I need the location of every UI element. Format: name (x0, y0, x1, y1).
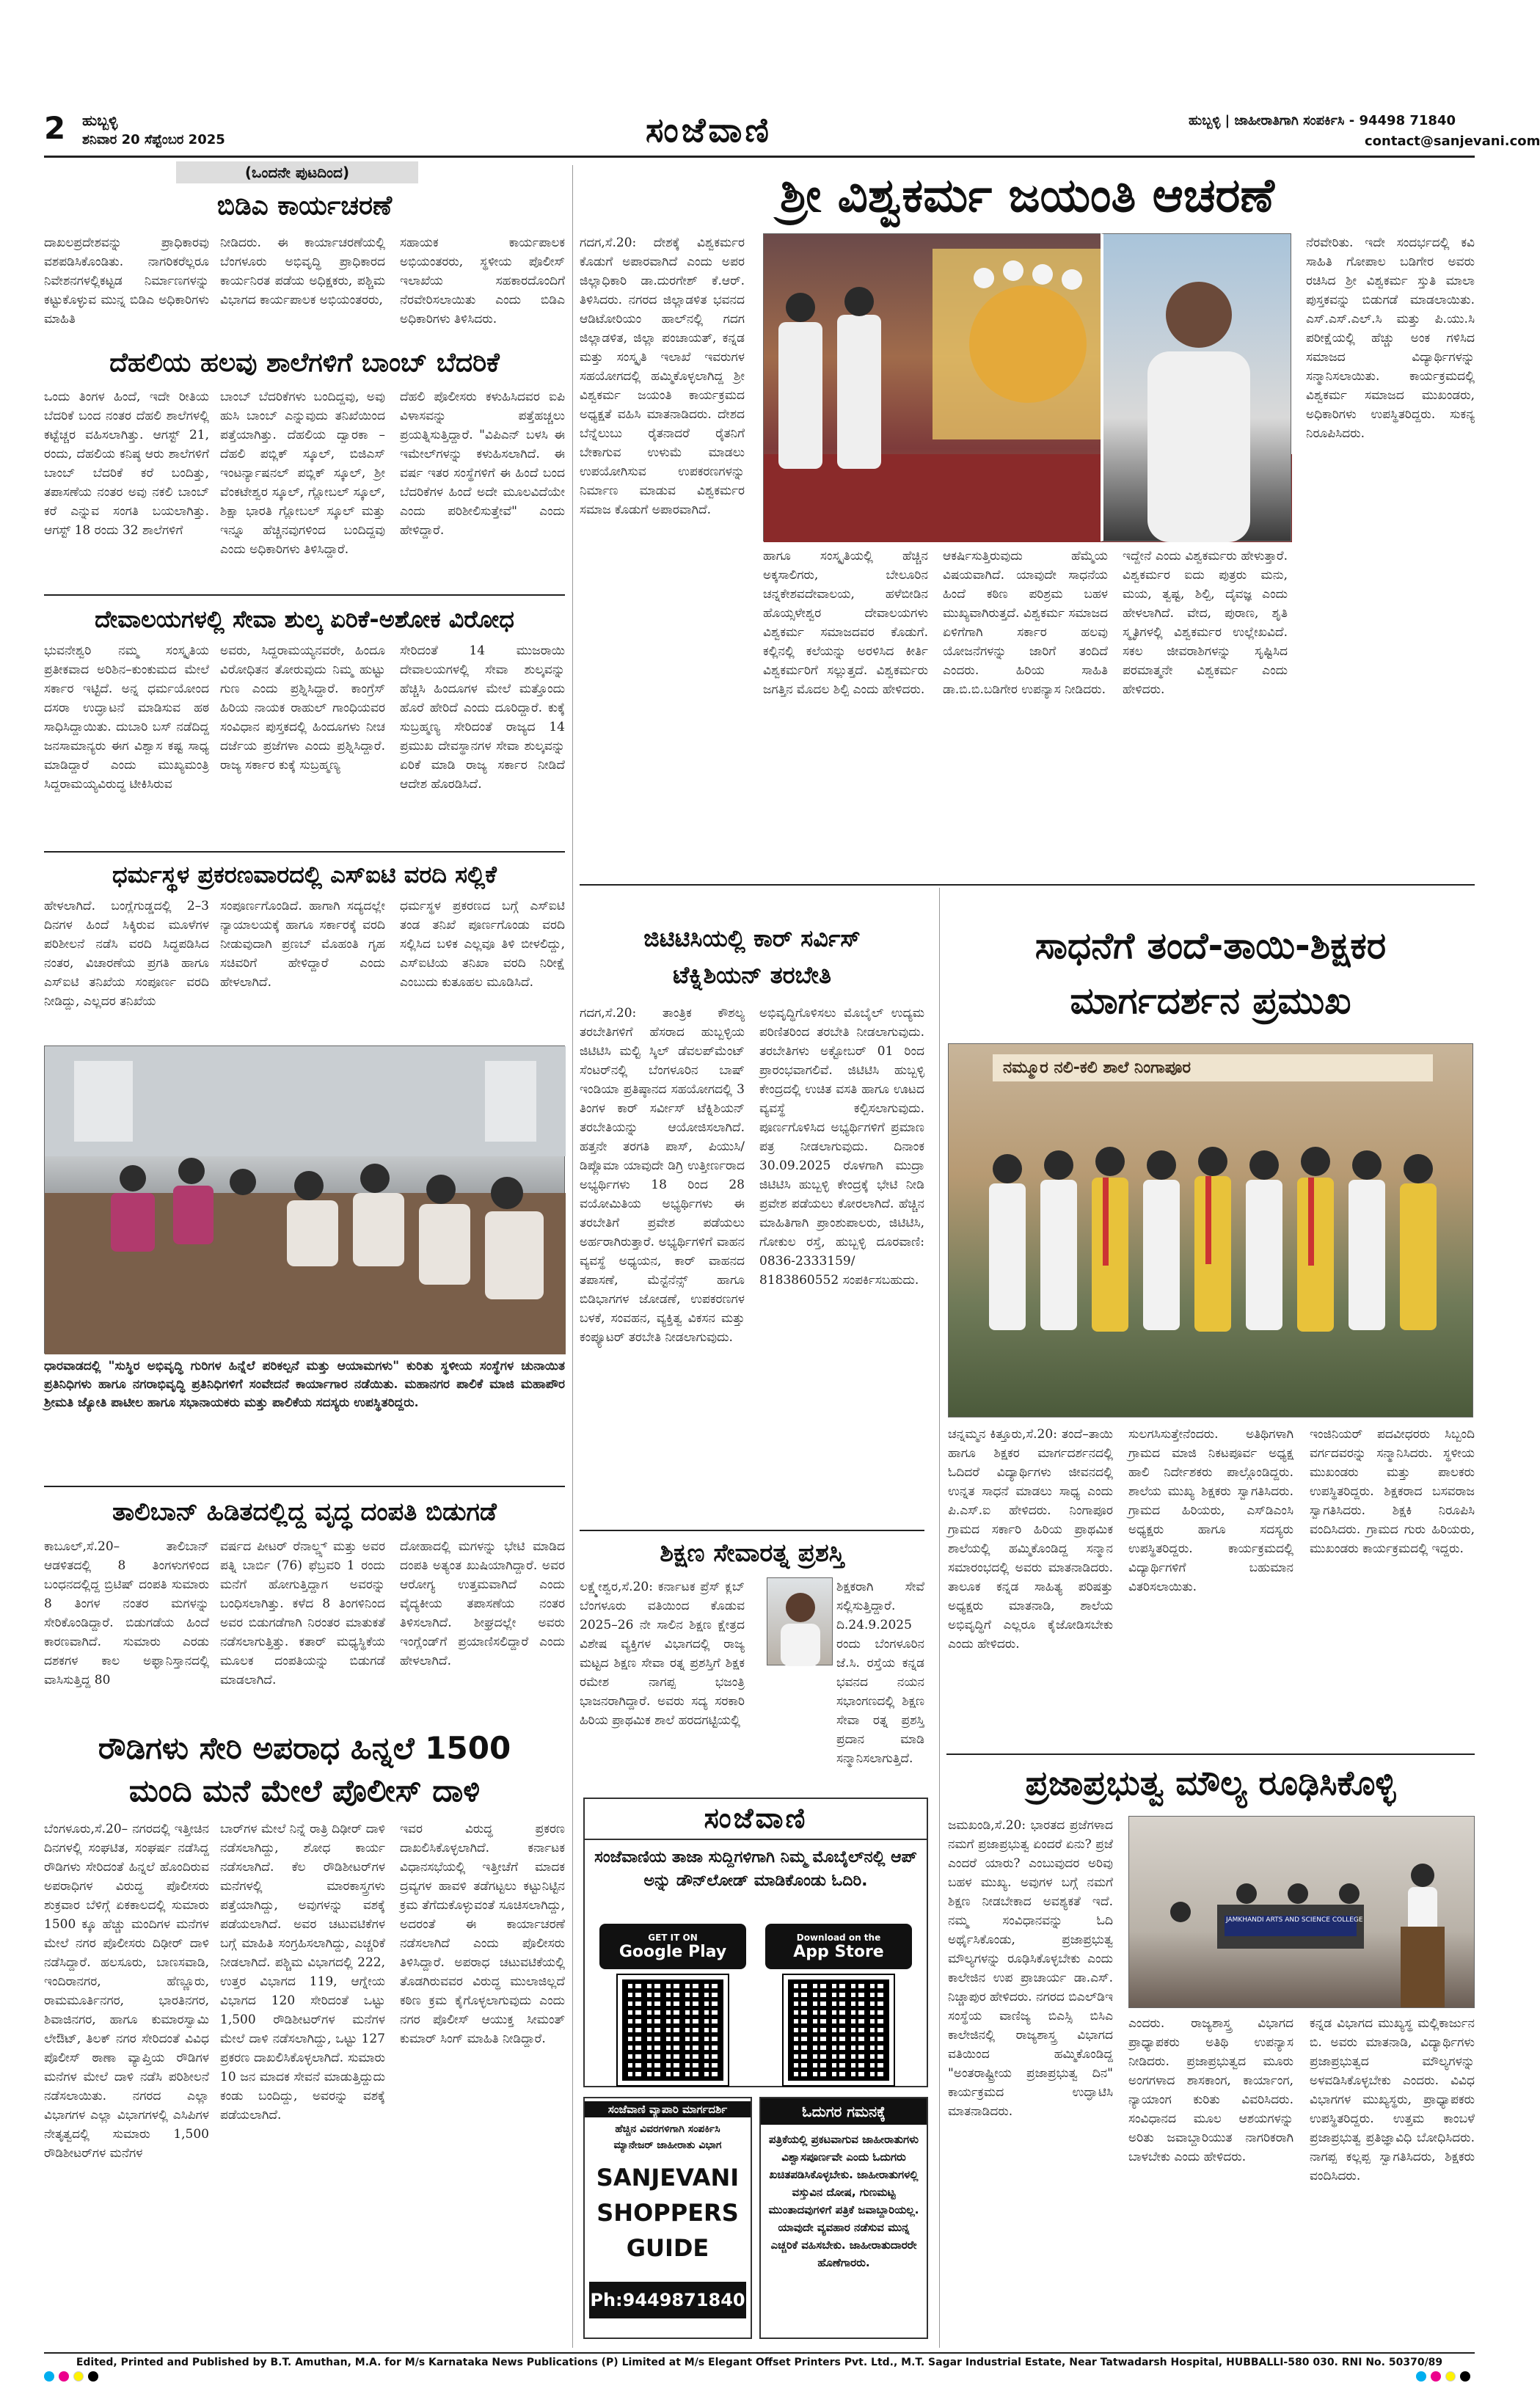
jtt-headline-1: ಜಿಟಿಟಿಸಿಯಲ್ಲಿ ಕಾರ್ ಸರ್ವಿಸ್ (643, 924, 861, 952)
dharmasthala-col-1: ಹೇಳಲಾಗಿದೆ. ಬಂಗ್ಲೆಗುಡ್ಡದಲ್ಲಿ 2–3 ದಿನಗಳ ಹಿಂದೆ ಸಿಕ್ಕಿರುವ ಮೂಳೆಗಳ ಪರಿಶೀಲನೆ ನಡೆಸಿ ವರದಿ ಸಿದ್ಧಪಡಿಸಿದ ನಂತರ, ವಿಚಾರಣೆಯ ಪ್ರಗತಿ ಹಾಗೂ ಎಸ್‌ಐಟಿ ತನಿಖೆಯ ಸಂಪೂರ್ಣ ವರದಿ ನೀಡಿದ್ದು, ಎಲ್ಲದರ ತನಿಖೆಯ (44, 899, 209, 1009)
registration-dot-cyan (1416, 2371, 1426, 2382)
app-ad-logo: ಸಂಜೆವಾಣಿ (704, 1802, 808, 1834)
meeting-photo-art (45, 1046, 566, 1354)
award-col-2: ಶಿಕ್ಷಕರಾಗಿ ಸೇವೆ ಸಲ್ಲಿಸುತ್ತಿದ್ದಾರೆ. ದಿ.24.9.2025 ರಂದು ಬೆಂಗಳೂರಿನ ಜೆ.ಸಿ. ರಸ್ತೆಯ ಕನ್ನಡ ಭವನದ ನಯನ ಸಭಾಂಗಣದಲ್ಲಿ ಶಿಕ್ಷಣ ಸೇವಾ ರತ್ನ ಪ್ರಶಸ್ತಿ ಪ್ರದಾನ ಮಾಡಿ ಸನ್ಮಾನಿಸಲಾಗುತ್ತಿದೆ. (836, 1580, 924, 1766)
bomb-col-1: ಒಂದು ತಿಂಗಳ ಹಿಂದೆ, ಇದೇ ರೀತಿಯ ಬೆದರಿಕೆ ಬಂದ ನಂತರ ದೆಹಲಿ ಶಾಲೆಗಳಲ್ಲಿ ಕಟ್ಟೆಚ್ಚರ ವಹಿಸಲಾಗಿತ್ತು. ಆಗಸ್ಟ್ 21, ರಂದು, ದೆಹಲಿಯ ಕನಿಷ್ಠ ಆರು ಶಾಲೆಗಳಿಗೆ ಬಾಂಬ್ ಬೆದರಿಕೆ ಕರೆ ಬಂದಿತ್ತು, ತಪಾಸಣೆಯ ನಂತರ ಅವು ನಕಲಿ ಬಾಂಬ್ ಕರೆ ಎನ್ನುವ ಸಂಗತಿ ಬಯಲಾಗಿತ್ತು. ಆಗಸ್ಟ್ 18 ರಂದು 32 ಶಾಲೆಗಳಿಗೆ (44, 390, 209, 538)
divider (946, 1754, 1475, 1755)
temple-col-2: ಅವರು, ಸಿದ್ದರಾಮಯ್ಯನವರೇ, ಹಿಂದೂ ವಿರೋಧಿತನ ತೋರುವುದು ನಿಮ್ಮ ಹುಟ್ಟು ಗುಣ ಎಂದು ಪ್ರಶ್ನಿಸಿದ್ದಾರೆ. ಕಾಂಗ್ರೆಸ್ ಹಿರಿಯ ನಾಯಕ ರಾಹುಲ್ ಗಾಂಧಿಯವರ ಸಂವಿಧಾನ ಪುಸ್ತಕದಲ್ಲಿ ಹಿಂದೂಗಳು ನೀಚ ದರ್ಜೆಯ ಪ್ರಜೆಗಳಾ ಎಂದು ಪ್ರಶ್ನಿಸಿದ್ದಾರೆ. ರಾಜ್ಯ ಸರ್ಕಾರ ಕುಕ್ಕೆ ಸುಬ್ರಹ್ಮಣ್ಯ (220, 643, 385, 773)
parents-headline-2: ಮಾರ್ಗದರ್ಶನ ಪ್ರಮುಖ (1070, 979, 1351, 1022)
divider (44, 851, 565, 853)
dharmasthala-col-3: ಧರ್ಮಸ್ಥಳ ಪ್ರಕರಣದ ಬಗ್ಗೆ ಎಸ್‌ಐಟಿ ತಂಡ ತನಿಖೆ ಪೂರ್ಣಗೊಂಡು ವರದಿ ಸಲ್ಲಿಸಿದ ಬಳಿಕ ಎಲ್ಲವೂ ತಿಳಿ ಬೀಳಲಿದ್ದು, ಎಸ್‌ಐಟಿಯ ತನಿಖಾ ವರದಿ ನಿರೀಕ್ಷೆ ಎಂಬುದು ಕುತೂಹಲ ಮೂಡಿಸಿದೆ. (400, 899, 565, 990)
police-col-1: ಬೆಂಗಳೂರು,ಸೆ.20– ನಗರದಲ್ಲಿ ಇತ್ತೀಚಿನ ದಿನಗಳಲ್ಲಿ ಸಂಘಟಿತ, ಸಂಘರ್ಷ ನಡೆಸಿದ್ದ ರೌಡಿಗಳು ಸೇರಿದಂತೆ ಹಿನ್ನಲೆ ಹೊಂದಿರುವ ಅಪರಾಧಿಗಳ ವಿರುದ್ಧ ಪೊಲೀಸರು ಶುಕ್ರವಾರ ಬೆಳಿಗ್ಗೆ ಏಕಕಾಲದಲ್ಲಿ ಸುಮಾರು 1500 ಕ್ಕೂ ಹೆಚ್ಚು ಮಂದಿಗಳ ಮನೆಗಳ ಮೇಲೆ ನಗರ ಪೊಲೀಸರು ದಿಢೀರ್ ದಾಳಿ ನಡೆಸಿದ್ದಾರೆ. ಹಲಸೂರು, ಬಾಣಸವಾಡಿ, ಇಂದಿರಾನಗರ, ಹೆಣ್ಣೂರು, ರಾಮಮೂರ್ತಿನಗರ, ಭಾರತಿನಗರ, ಶಿವಾಜಿನಗರ, ಹಾಗೂ ಕುಮಾರಸ್ವಾಮಿ ಲೇಔಟ್, ತಿಲಕ್ ನಗರ ಸೇರಿದಂತೆ ವಿವಿಧ ಪೊಲೀಸ್ ಠಾಣಾ ವ್ಯಾಪ್ತಿಯ ರೌಡಿಗಳ ಮನೆಗಳ ಮೇಲೆ ದಾಳಿ ನಡೆಸಿ ಪರಿಶೀಲನೆ ನಡೆಸಲಾಯಿತು. ನಗರದ ಎಲ್ಲಾ ವಿಭಾಗಗಳ ಎಲ್ಲಾ ವಿಭಾಗಗಳಲ್ಲಿ ಎಸಿಪಿಗಳ ನೇತೃತ್ವದಲ್ಲಿ ಸುಮಾರು 1,500 ರೌಡಿಶೀಟರ್‌ಗಳ ಮನೆಗಳ (44, 1822, 209, 2161)
header-date: ಶನಿವಾರ 20 ಸೆಪ್ಟೆಂಬರ 2025 (82, 132, 225, 147)
bomb-col-2: ಬಾಂಬ್ ಬೆದರಿಕೆಗಳು ಬಂದಿದ್ದವು, ಅವು ಹುಸಿ ಬಾಂಬ್ ಎನ್ನುವುದು ತನಿಖೆಯಿಂದ ಪತ್ತೆಯಾಗಿತ್ತು. ದೆಹಲಿಯ ದ್ವಾರಕಾ – ದೆಹಲಿ ಪಬ್ಲಿಕ್ ಸ್ಕೂಲ್, ಬಿಜಿಎಸ್ ಇಂಟರ್ನ್ಯಾಷನಲ್ ಪಬ್ಲಿಕ್ ಸ್ಕೂಲ್, ಶ್ರೀ ವೆಂಕಟೇಶ್ವರ ಸ್ಕೂಲ್, ಗ್ಲೋಬಲ್ ಸ್ಕೂಲ್, ಶಿಕ್ಷಾ ಭಾರತಿ ಗ್ಲೋಬಲ್ ಸ್ಕೂಲ್ ಮತ್ತು ಇನ್ನೂ ಹೆಚ್ಚಿನವುಗಳಿಂದ ಬಂದಿದ್ದವು ಎಂದು ಅಧಿಕಾರಿಗಳು ತಿಳಿಸಿದ್ದಾರೆ. (220, 390, 385, 557)
school-banner: ನಮ್ಮೂರ ನಲಿ-ಕಲಿ ಶಾಲೆ ನಿಂಗಾಪೂರ (993, 1054, 1433, 1081)
bda-col-3: ಸಹಾಯಕ ಕಾರ್ಯಪಾಲಕ ಅಭಿಯಂತರರು, ಸ್ಥಳೀಯ ಪೊಲೀಸ್ ಇಲಾಖೆಯ ಸಹಕಾರದೊಂದಿಗೆ ನೆರವೇರಿಸಲಾಯಿತು ಎಂದು ಬಿಡಿಎ ಅಧಿಕಾರಿಗಳು ತಿಳಿಸಿದರು. (400, 236, 565, 326)
column-rule (572, 165, 573, 2348)
masthead: ಸಂಜೆವಾಣಿ (646, 110, 772, 150)
vishwakarma-col-3: ಆಕರ್ಷಿಸುತ್ತಿರುವುದು ಹೆಮ್ಮೆಯ ವಿಷಯವಾಗಿದೆ. ಯಾವುದೇ ಸಾಧನೆಯ ಹಿಂದೆ ಕಠಿಣ ಪರಿಶ್ರಮ ಬಹಳ ಮುಖ್ಯವಾಗಿರುತ್ತದೆ. ವಿಶ್ವಕರ್ಮ ಸಮಾಜದ ಏಳಿಗೆಗಾಗಿ ಸರ್ಕಾರ ಹಲವು ಯೋಜನೆಗಳನ್ನು ಜಾರಿಗೆ ತಂದಿದೆ ಎಂದರು. ಹಿರಿಯ ಸಾಹಿತಿ ಡಾ.ಬಿ.ಬಿ.ಬಡಿಗೇರ ಉಪನ್ಯಾಸ ನೀಡಿದರು. (943, 549, 1108, 697)
vishwakarma-col-4: ಇದ್ದೇನೆ ಎಂದು ವಿಶ್ವಕರ್ಮರು ಹೇಳುತ್ತಾರೆ. ವಿಶ್ವಕರ್ಮರ ಐದು ಪುತ್ರರು ಮನು, ಮಯ, ತ್ವಷ್ಟ, ಶಿಲ್ಪಿ, ದೈವಜ್ಞ ಎಂದು ಹೇಳಲಾಗಿದೆ. ವೇದ, ಪುರಾಣ, ಶೃತಿ ಸ್ಮೃತಿಗಳಲ್ಲಿ ವಿಶ್ವಕರ್ಮರ ಉಲ್ಲೇಖವಿದೆ. ಸಕಲ ಜೀವರಾಶಿಗಳನ್ನು ಸೃಷ್ಟಿಸಿದ ಪರಮಾತ್ಮನೇ ವಿಶ್ವಕರ್ಮ ಎಂದು ಹೇಳಿದರು. (1123, 549, 1288, 697)
contact-email: contact@sanjevani.com (1365, 134, 1540, 149)
bomb-col-3: ದೆಹಲಿ ಪೊಲೀಸರು ಕಳುಹಿಸಿದವರ ಐಪಿ ವಿಳಾಸವನ್ನು ಪತ್ತೆಹಚ್ಚಲು ಪ್ರಯತ್ನಿಸುತ್ತಿದ್ದಾರೆ. "ವಿಪಿಎನ್ ಬಳಸಿ ಈ ಇಮೇಲ್‌ಗಳನ್ನು ಕಳುಹಿಸಲಾಗಿದೆ. ಈ ವರ್ಷ ಇತರ ಸಂಸ್ಥೆಗಳಿಗೆ ಈ ಹಿಂದೆ ಬಂದ ಬೆದರಿಕೆಗಳ ಹಿಂದೆ ಅದೇ ಮೂಲವಿದೆಯೇ ಎಂದು ಪರಿಶೀಲಿಸುತ್ತೇವೆ" ಎಂದು ಹೇಳಿದ್ದಾರೆ. (400, 390, 565, 538)
app-store-label: App Store (793, 1942, 884, 1961)
vishwakarma-col-5: ನೆರವೇರಿತು. ಇದೇ ಸಂದರ್ಭದಲ್ಲಿ ಕವಿ ಸಾಹಿತಿ ಗೋಪಾಲ ಬಡಿಗೇರ ಅವರು ರಚಿಸಿದ ಶ್ರೀ ವಿಶ್ವಕರ್ಮ ಸ್ತುತಿ ಮಾಲಾ ಪುಸ್ತಕವನ್ನು ಬಿಡುಗಡೆ ಮಾಡಲಾಯಿತು. ಎಸ್.ಎಸ್.ಎಲ್.ಸಿ ಮತ್ತು ಪಿ.ಯು.ಸಿ ಪರೀಕ್ಷೆಯಲ್ಲಿ ಹೆಚ್ಚು ಅಂಕ ಗಳಿಸಿದ ಸಮಾಜದ ವಿದ್ಯಾರ್ಥಿಗಳನ್ನು ಸನ್ಮಾನಿಸಲಾಯಿತು. ಕಾರ್ಯಕ್ರಮದಲ್ಲಿ ವಿಶ್ವಕರ್ಮ ಸಮಾಜದ ಮುಖಂಡರು, ಅಧಿಕಾರಿಗಳು ಉಪಸ್ಥಿತರಿದ್ದರು. ಸುಕನ್ಯ ನಿರೂಪಿಸಿದರು. (1306, 236, 1475, 441)
dharmasthala-headline: ಧರ್ಮಸ್ಥಳ ಪ್ರಕರಣವಾರದಲ್ಲಿ ಎಸ್‌ಐಟಿ ವರದಿ ಸಲ್ಲಿಕೆ (112, 861, 497, 888)
vishwakarma-portrait (1101, 233, 1291, 541)
temple-col-1: ಭುವನೇಶ್ವರಿ ನಮ್ಮ ಸಂಸ್ಕೃತಿಯ ಪ್ರತೀಕವಾದ ಅರಿಶಿನ–ಕುಂಕುಮದ ಮೇಲೆ ಸರ್ಕಾರ ಇಟ್ಟಿದೆ. ಅನ್ನ ಧರ್ಮಯೋಂದ ದಸರಾ ಉದ್ಘಾಟನೆ ಮಾಡಿಸುವ ಹಠ ಸಾಧಿಸಿದ್ದಾಯಿತು. ದುಬಾರಿ ಬಸ್ ನಡೆದಿದ್ದ ಜನಸಾಮಾನ್ಯರು ಈಗ ವಿಶ್ವಾಸ ಕಷ್ಟ ಸಾಧ್ಯ ಮಾಡಿದ್ದಾರೆ ಎಂದು ಮುಖ್ಯಮಂತ್ರಿ ಸಿದ್ದರಾಮಯ್ಯವಿರುದ್ಧ ಟೀಕಿಸಿರುವ (44, 643, 209, 792)
school-photo-art (949, 1044, 1474, 1418)
app-ad-logo-band (585, 1799, 927, 1840)
taliban-col-3: ದೋಹಾದಲ್ಲಿ ಮಗಳನ್ನು ಭೇಟಿ ಮಾಡಿದ ದಂಪತಿ ಅತ್ಯಂತ ಖುಷಿಯಾಗಿದ್ದಾರೆ. ಅವರ ಆರೋಗ್ಯ ಉತ್ತಮವಾಗಿದೆ ಎಂದು ವೈದ್ಯಕೀಯ ತಪಾಸಣೆಯ ನಂತರ ತಿಳಿಸಲಾಗಿದೆ. ಶೀಘ್ರದಲ್ಲೇ ಅವರು ಇಂಗ್ಲೆಂಡ್‌ಗೆ ಪ್ರಯಾಣಿಸಲಿದ್ದಾರೆ ಎಂದು ಹೇಳಲಾಗಿದೆ. (400, 1539, 565, 1668)
vishwakarma-col-1: ಗದಗ,ಸೆ.20: ದೇಶಕ್ಕೆ ವಿಶ್ವಕರ್ಮರ ಕೊಡುಗೆ ಅಪಾರವಾಗಿದೆ ಎಂದು ಅಪರ ಜಿಲ್ಲಾಧಿಕಾರಿ ಡಾ.ದುರಗೇಶ್ ಕೆ.ಆರ್. ತಿಳಿಸಿದರು. ನಗರದ ಜಿಲ್ಲಾಡಳಿತ ಭವನದ ಆಡಿಟೋರಿಯಂ ಹಾಲ್‌ನಲ್ಲಿ ಗದಗ ಜಿಲ್ಲಾಡಳಿತ, ಜಿಲ್ಲಾ ಪಂಚಾಯತ್, ಕನ್ನಡ ಮತ್ತು ಸಂಸ್ಕೃತಿ ಇಲಾಖೆ ಇವರುಗಳ ಸಹಯೋಗದಲ್ಲಿ ಹಮ್ಮಿಕೊಳ್ಳಲಾಗಿದ್ದ ಶ್ರೀ ವಿಶ್ವಕರ್ಮ ಜಯಂತಿ ಕಾರ್ಯಕ್ರಮದ ಅಧ್ಯಕ್ಷತೆ ವಹಿಸಿ ಮಾತನಾಡಿದರು. ದೇಶದ ಬೆನ್ನೆಲುಬು ರೈತನಾದರೆ ರೈತನಿಗೆ ಬೇಕಾಗುವ ಉಳುಮೆ ಮಾಡಲು ಉಪಯೋಗಿಸುವ ಉಪಕರಣಗಳನ್ನು ನಿರ್ಮಾಣ ಮಾಡುವ ವಿಶ್ವಕರ್ಮರ ಸಮಾಜ ಕೊಡುಗೆ ಅಪಾರವಾಗಿದೆ. (580, 236, 745, 517)
header-rule (44, 156, 1475, 158)
divider (580, 884, 1475, 886)
parents-col-1: ಚನ್ನಮ್ಮನ ಕಿತ್ತೂರು,ಸೆ.20: ತಂದೆ–ತಾಯಿ ಹಾಗೂ ಶಿಕ್ಷಕರ ಮಾರ್ಗದರ್ಶನದಲ್ಲಿ ಓದಿದರೆ ವಿದ್ಯಾರ್ಥಿಗಳು ಜೀವನದಲ್ಲಿ ಉನ್ನತ ಸಾಧನೆ ಮಾಡಲು ಸಾಧ್ಯ ಎಂದು ಪಿ.ಎಸ್.ಐ ಹೇಳಿದರು. ನಿಂಗಾಪೂರ ಗ್ರಾಮದ ಸರ್ಕಾರಿ ಹಿರಿಯ ಪ್ರಾಥಮಿಕ ಶಾಲೆಯಲ್ಲಿ ಹಮ್ಮಿಕೊಂಡಿದ್ದ ಸನ್ಮಾನ ಸಮಾರಂಭದಲ್ಲಿ ಅವರು ಮಾತನಾಡಿದರು. ತಾಲೂಕ ಕನ್ನಡ ಸಾಹಿತ್ಯ ಪರಿಷತ್ತು ಅಧ್ಯಕ್ಷರು ಮಾತನಾಡಿ, ಶಾಲೆಯ ಅಭಿವೃದ್ಧಿಗೆ ಎಲ್ಲರೂ ಕೈಜೋಡಿಸಬೇಕು ಎಂದು ಹೇಳಿದರು. (948, 1427, 1113, 1652)
taliban-col-1: ಕಾಬೂಲ್,ಸೆ.20– ತಾಲಿಬಾನ್ ಆಡಳಿತದಲ್ಲಿ 8 ತಿಂಗಳುಗಳಿಂದ ಬಂಧನದಲ್ಲಿದ್ದ ಬ್ರಿಟಿಷ್ ದಂಪತಿ ಸುಮಾರು 8 ತಿಂಗಳ ನಂತರ ಮಗಳನ್ನು ಸೇರಿಕೊಂಡಿದ್ದಾರೆ. ಬಿಡುಗಡೆಯ ಹಿಂದೆ ಕಾರಣವಾಗಿದೆ. ಸುಮಾರು ಎರಡು ದಶಕಗಳ ಕಾಲ ಅಫ್ಘಾನಿಸ್ತಾನದಲ್ಲಿ ವಾಸಿಸುತ್ತಿದ್ದ 80 (44, 1539, 209, 1687)
column-rule (939, 888, 940, 2348)
registration-dot-yellow (1445, 2371, 1456, 2382)
college-event-photo (1128, 1816, 1475, 2008)
divider (44, 1486, 565, 1487)
taliban-headline: ತಾಲಿಬಾನ್ ಹಿಡಿತದಲ್ಲಿದ್ದ ವೃದ್ಧ ದಂಪತಿ ಬಿಡುಗಡೆ (112, 1497, 497, 1527)
police-col-3: ಇವರ ವಿರುದ್ಧ ಪ್ರಕರಣ ದಾಖಲಿಸಿಕೊಳ್ಳಲಾಗಿದೆ. ಕರ್ನಾಟಕ ವಿಧಾನಸಭೆಯಲ್ಲಿ ಇತ್ತೀಚೆಗೆ ಮಾದಕ ದ್ರವ್ಯಗಳ ಹಾವಳಿ ತಡೆಗಟ್ಟಲು ಕಟ್ಟುನಿಟ್ಟಿನ ಕ್ರಮ ತೆಗೆದುಕೊಳ್ಳುವಂತೆ ಸೂಚಿಸಲಾಗಿದ್ದು, ಅದರಂತೆ ಈ ಕಾರ್ಯಾಚರಣೆ ನಡೆಸಲಾಗಿದೆ ಎಂದು ಪೊಲೀಸರು ತಿಳಿಸಿದ್ದಾರೆ. ಅಪರಾಧ ಚಟುವಟಿಕೆಯಲ್ಲಿ ತೊಡಗಿರುವವರ ವಿರುದ್ಧ ಮುಲಾಜಿಲ್ಲದೆ ಕಠಿಣ ಕ್ರಮ ಕೈಗೊಳ್ಳಲಾಗುವುದು ಎಂದು ನಗರ ಪೊಲೀಸ್ ಆಯುಕ್ತ ಸೀಮಂತ್ ಕುಮಾರ್ ಸಿಂಗ್ ಮಾಹಿತಿ ನೀಡಿದ್ದಾರೆ. (400, 1822, 565, 2046)
police-col-2: ಬಾರ್‌ಗಳ ಮೇಲೆ ನಿನ್ನೆ ರಾತ್ರಿ ದಿಢೀರ್ ದಾಳಿ ನಡೆಸಲಾಗಿದ್ದು, ಶೋಧ ಕಾರ್ಯ ನಡೆಸಲಾಗಿದೆ. ಕೆಲ ರೌಡಿಶೀಟರ್‌ಗಳ ಮನೆಗಳಲ್ಲಿ ಮಾರಕಾಸ್ತ್ರಗಳು ಪತ್ತೆಯಾಗಿದ್ದು, ಅವುಗಳನ್ನು ವಶಕ್ಕೆ ಪಡೆಯಲಾಗಿದೆ. ಅವರ ಚಟುವಟಿಕೆಗಳ ಬಗ್ಗೆ ಮಾಹಿತಿ ಸಂಗ್ರಹಿಸಲಾಗಿದ್ದು, ಎಚ್ಚರಿಕೆ ನೀಡಲಾಗಿದೆ. ಪಶ್ಚಿಮ ವಿಭಾಗದಲ್ಲಿ 222, ಉತ್ತರ ವಿಭಾಗದ 119, ಆಗ್ನೇಯ ವಿಭಾಗದ 120 ಸೇರಿದಂತೆ ಒಟ್ಟು 1,500 ರೌಡಿಶೀಟರ್‌ಗಳ ಮನೆಗಳ ಮೇಲೆ ದಾಳಿ ನಡೆಸಲಾಗಿದ್ದು, ಒಟ್ಟು 127 ಪ್ರಕರಣ ದಾಖಲಿಸಿಕೊಳ್ಳಲಾಗಿದೆ. ಸುಮಾರು 10 ಜನ ಮಾದಕ ಸೇವನೆ ಮಾಡುತ್ತಿದ್ದುದು ಕಂಡು ಬಂದಿದ್ದು, ಅವರನ್ನು ವಶಕ್ಕೆ ಪಡೆಯಲಾಗಿದೆ. (220, 1822, 385, 2123)
vishwakarma-headline: ಶ್ರೀ ವಿಶ್ವಕರ್ಮ ಜಯಂತಿ ಆಚರಣೆ (779, 169, 1274, 223)
democracy-col-3: ಕನ್ನಡ ವಿಭಾಗದ ಮುಖ್ಯಸ್ಥ ಮಲ್ಲಿಕಾರ್ಜುನ ಬಿ. ಅವರು ಮಾತನಾಡಿ, ವಿದ್ಯಾರ್ಥಿಗಳು ಪ್ರಜಾಪ್ರಭುತ್ವದ ಮೌಲ್ಯಗಳನ್ನು ಅಳವಡಿಸಿಕೊಳ್ಳಬೇಕು ಎಂದರು. ವಿವಿಧ ವಿಭಾಗಗಳ ಮುಖ್ಯಸ್ಥರು, ಪ್ರಾಧ್ಯಾಪಕರು ಉಪಸ್ಥಿತರಿದ್ದರು. ಉತ್ತಮ ಕಾಂಬಳೆ ಪ್ರಜಾಪ್ರಭುತ್ವ ಪ್ರತಿಜ್ಞಾವಿಧಿ ಬೋಧಿಸಿದರು. ನಾಗಪ್ಪ ಕಲ್ಲಪ್ಪ ಸ್ವಾಗತಿಸಿದರು, ಶಿಕ್ಷಕರು ವಂದಿಸಿದರು. (1310, 2016, 1475, 2183)
app-store-qr[interactable] (784, 1975, 894, 2085)
democracy-col-1: ಜಮಖಂಡಿ,ಸೆ.20: ಭಾರತದ ಪ್ರಜೆಗಳಾದ ನಮಗೆ ಪ್ರಜಾಪ್ರಭುತ್ವ ಏಂದರೆ ಏನು? ಪ್ರಜೆ ಎಂದರೆ ಯಾರು? ಎಂಬುವುದರ ಅರಿವು ಬಹಳ ಮುಖ್ಯ. ಅವುಗಳ ಬಗ್ಗೆ ನಮಗೆ ಶಿಕ್ಷಣ ನೀಡಬೇಕಾದ ಅವಶ್ಯಕತೆ ಇದೆ. ನಮ್ಮ ಸಂವಿಧಾನವನ್ನು ಓದಿ ಅರ್ಥೈಸಿಕೊಂಡು, ಪ್ರಜಾಪ್ರಭುತ್ವ ಮೌಲ್ಯಗಳನ್ನು ರೂಢಿಸಿಕೊಳ್ಳಬೇಕು ಎಂದು ಕಾಲೇಜಿನ ಉಪ ಪ್ರಾಚಾರ್ಯ ಡಾ.ಎಸ್. ನಿಚ್ಚಾಪುರ ಹೇಳಿದರು. ನಗರದ ಬಿಎಲ್‌ಡಿಇ ಸಂಸ್ಥೆಯ ವಾಣಿಜ್ಯ ಬಿಎಸ್ಸಿ ಬಿಸಿಎ ಕಾಲೇಜಿನಲ್ಲಿ ರಾಜ್ಯಶಾಸ್ತ್ರ ವಿಭಾಗದ ವತಿಯಿಂದ ಹಮ್ಮಿಕೊಂಡಿದ್ದ "ಅಂತರಾಷ್ಟ್ರೀಯ ಪ್ರಜಾಪ್ರಭುತ್ವ ದಿನ" ಕಾರ್ಯಕ್ರಮದ ಉದ್ಘಾಟಿಸಿ ಮಾತನಾಡಿದರು. (948, 1818, 1113, 2119)
footer-rule (44, 2352, 1475, 2354)
college-photo-art (1129, 1817, 1475, 2009)
app-ad-text: ಸಂಜೆವಾಣಿಯ ತಾಜಾ ಸುದ್ದಿಗಳಿಗಾಗಿ ನಿಮ್ಮ ಮೊಬೈಲ್‌ನಲ್ಲಿ ಆಪ್ ಅನ್ನು ಡೌನ್‌ಲೋಡ್ ಮಾಡಿಕೊಂಡು ಓದಿರಿ. (594, 1848, 917, 1890)
shoppers-guide-ad (583, 2097, 752, 2339)
meeting-caption: ಧಾರವಾಡದಲ್ಲಿ "ಸುಸ್ಥಿರ ಅಭಿವೃದ್ಧಿ ಗುರಿಗಳ ಹಿನ್ನೆಲೆ ಪರಿಕಲ್ಪನೆ ಮತ್ತು ಆಯಾಮಗಳು" ಕುರಿತು ಸ್ಥಳೀಯ ಸಂಸ್ಥೆಗಳ ಚುನಾಯಿತ ಪ್ರತಿನಿಧಿಗಳು ಹಾಗೂ ನಗರಾಭಿವೃದ್ಧಿ ಪ್ರತಿನಿಧಿಗಳಿಗೆ ಸಂವೇದನೆ ಕಾರ್ಯಾಗಾರ ನಡೆಯಿತು. ಮಹಾನಗರ ಪಾಲಿಕೆ ಮಾಜಿ ಮಹಾಪೌರ ಶ್ರೀಮತಿ ಜ್ಯೋತಿ ಪಾಟೀಲ ಹಾಗೂ ಸಭಾನಾಯಕರು ಮತ್ತು ಪಾಲಿಕೆಯ ಸದಸ್ಯರು ಉಪಸ್ಥಿತರಿದ್ದರು. (44, 1359, 565, 1410)
guide-title-2: SHOPPERS (596, 2199, 739, 2227)
notice-text: ಪತ್ರಿಕೆಯಲ್ಲಿ ಪ್ರಕಟವಾಗುವ ಜಾಹೀರಾತುಗಳು ವಿಶ್ವಾಸಪೂರ್ಣವೇ ಎಂದು ಓದುಗರು ಖಚಿತಪಡಿಸಿಕೊಳ್ಳಬೇಕು. ಜಾಹೀರಾತುಗಳಲ್ಲಿ ವಸ್ತುವಿನ ದೋಷ, ಗುಣಮಟ್ಟ ಮುಂತಾದವುಗಳಿಗೆ ಪತ್ರಿಕೆ ಜವಾಬ್ದಾರಿಯಲ್ಲ. ಯಾವುದೇ ವ್ಯವಹಾರ ನಡೆಸುವ ಮುನ್ನ ಎಚ್ಚರಿಕೆ ವಹಿಸಬೇಕು. ಜಾಹೀರಾತುದಾರರೇ ಹೊಣೆಗಾರರು. (768, 2133, 919, 2269)
app-ad (583, 1798, 928, 2087)
temple-col-3: ಸೇರಿದಂತೆ 14 ಮುಜರಾಯಿ ದೇವಾಲಯಗಳಲ್ಲಿ ಸೇವಾ ಶುಲ್ಕವನ್ನು ಹೆಚ್ಚಿಸಿ ಹಿಂದೂಗಳ ಮೇಲೆ ಮತ್ತೊಂದು ಹೊರೆ ಹೇರಿದೆ ಎಂದು ದೂರಿದ್ದಾರೆ. ಕುಕ್ಕೆ ಸುಬ್ರಹ್ಮಣ್ಯ ಸೇರಿದಂತೆ ರಾಜ್ಯದ 14 ಪ್ರಮುಖ ದೇವಸ್ಥಾನಗಳ ಸೇವಾ ಶುಲ್ಕವನ್ನು ಏರಿಕೆ ಮಾಡಿ ರಾಜ್ಯ ಸರ್ಕಾರ ನೀಡಿದೆ ಆದೇಶ ಹೊರಡಿಸಿದೆ. (400, 643, 565, 792)
google-play-button[interactable] (599, 1924, 746, 1969)
award-col-1: ಲಕ್ಷ್ಮೇಶ್ವರ,ಸೆ.20: ಕರ್ನಾಟಕ ಪ್ರೆಸ್ ಕ್ಲಬ್ ಬೆಂಗಳೂರು ವತಿಯಿಂದ ಕೊಡುವ 2025–26 ನೇ ಸಾಲಿನ ಶಿಕ್ಷಣ ಕ್ಷೇತ್ರದ ವಿಶೇಷ ವ್ಯಕ್ತಿಗಳ ವಿಭಾಗದಲ್ಲಿ ರಾಜ್ಯ ಮಟ್ಟದ ಶಿಕ್ಷಣ ಸೇವಾ ರತ್ನ ಪ್ರಶಸ್ತಿಗೆ ಶಿಕ್ಷಕ ರಮೇಶ ನಾಗಪ್ಪ ಭಜಂತ್ರಿ ಭಾಜನರಾಗಿದ್ದಾರೆ. ಅವರು ಸದ್ಯ ಸರಕಾರಿ ಹಿರಿಯ ಪ್ರಾಥಮಿಕ ಶಾಲೆ ಹರದಗಟ್ಟಿಯಲ್ಲಿ (580, 1580, 745, 1728)
police-headline-1: ರೌಡಿಗಳು ಸೇರಿ ಅಪರಾಧ ಹಿನ್ನಲೆ 1500 (98, 1730, 511, 1766)
page-number: 2 (44, 110, 66, 146)
notice-title: ಓದುಗರ ಗಮನಕ್ಕೆ (761, 2098, 927, 2125)
google-play-qr[interactable] (618, 1975, 728, 2085)
google-play-label: Google Play (618, 1942, 727, 1961)
divider (44, 594, 565, 596)
vishwakarma-col-2: ಹಾಗೂ ಸಂಸ್ಕೃತಿಯಲ್ಲಿ ಹೆಚ್ಚಿನ ಅಕ್ಕಸಾಲಿಗರು, ಬೇಲೂರಿನ ಚನ್ನಕೇಶವದೇವಾಲಯ, ಹಳೆಬೀಡಿನ ಹೊಯ್ಸಳೇಶ್ವರ ದೇವಾಲಯಗಳು ವಿಶ್ವಕರ್ಮ ಸಮಾಜದವರ ಕೊಡುಗೆ. ಕಲ್ಲಿನಲ್ಲಿ ಕಲೆಯನ್ನು ಅರಳಿಸಿದ ಕೀರ್ತಿ ವಿಶ್ವಕರ್ಮರಿಗೆ ಸಲ್ಲುತ್ತದೆ. ವಿಶ್ವಕರ್ಮರು ಜಗತ್ತಿನ ಮೊದಲ ಶಿಲ್ಪಿ ಎಂದು ಹೇಳಿದರು. (763, 549, 928, 697)
temple-headline: ದೇವಾಲಯಗಳಲ್ಲಿ ಸೇವಾ ಶುಲ್ಕ ಏರಿಕೆ-ಅಶೋಕ ವಿರೋಧ (95, 605, 514, 633)
guide-title-3: GUIDE (626, 2234, 709, 2262)
app-store-button[interactable] (765, 1924, 912, 1969)
guide-phone: Ph:9449871840 (589, 2282, 746, 2318)
award-headline: ಶಿಕ್ಷಣ ಸೇವಾರತ್ನ ಪ್ರಶಸ್ತಿ (660, 1539, 844, 1568)
readers-notice-ad (759, 2097, 928, 2339)
divider (580, 1530, 924, 1531)
parents-col-2: ಸುಲಗಸಿಸುತ್ತೇನೆಂದರು. ಅತಿಥಿಗಳಾಗಿ ಗ್ರಾಮದ ಮಾಜಿ ನಿಕಟಪೂರ್ವ ಅಧ್ಯಕ್ಷ ಹಾಲಿ ನಿರ್ದೇಶಕರು ಪಾಲ್ಗೊಂಡಿದ್ದರು. ಶಾಲೆಯ ಮುಖ್ಯ ಶಿಕ್ಷಕರು ಸ್ವಾಗತಿಸಿದರು. ಗ್ರಾಮದ ಹಿರಿಯರು, ಎಸ್‌ಡಿಎಂಸಿ ಅಧ್ಯಕ್ಷರು ಹಾಗೂ ಸದಸ್ಯರು ಉಪಸ್ಥಿತರಿದ್ದರು. ಕಾರ್ಯಕ್ರಮದಲ್ಲಿ ವಿದ್ಯಾರ್ಥಿಗಳಿಗೆ ಬಹುಮಾನ ವಿತರಿಸಲಾಯಿತು. (1128, 1427, 1293, 1594)
democracy-headline: ಪ್ರಜಾಪ್ರಭುತ್ವ ಮೌಲ್ಯ ರೂಢಿಸಿಕೊಳ್ಳಿ (1025, 1763, 1396, 1803)
parents-headline-1: ಸಾಧನೆಗೆ ತಂದೆ-ತಾಯಿ-ಶಿಕ್ಷಕರ (1034, 924, 1387, 967)
award-portrait (767, 1577, 833, 1665)
guide-title-1: SANJEVANI (596, 2164, 740, 2192)
college-sign: JAMKHANDI ARTS AND SCIENCE COLLEGE (1226, 1916, 1363, 1924)
democracy-col-2: ಎಂದರು. ರಾಜ್ಯಶಾಸ್ತ್ರ ವಿಭಾಗದ ಪ್ರಾಧ್ಯಾಪಕರು ಅತಿಥಿ ಉಪನ್ಯಾಸ ನೀಡಿದರು. ಪ್ರಜಾಪ್ರಭುತ್ವದ ಮೂರು ಅಂಗಗಳಾದ ಶಾಸಕಾಂಗ, ಕಾರ್ಯಾಂಗ, ನ್ಯಾಯಾಂಗ ಕುರಿತು ವಿವರಿಸಿದರು. ಸಂವಿಧಾನದ ಮೂಲ ಆಶಯಗಳನ್ನು ಅರಿತು ಜವಾಬ್ದಾರಿಯುತ ನಾಗರಿಕರಾಗಿ ಬಾಳಬೇಕು ಎಂದು ಹೇಳಿದರು. (1128, 2016, 1293, 2164)
header-city: ಹುಬ್ಬಳ್ಳಿ (82, 112, 118, 129)
portrait-art (1103, 234, 1294, 542)
registration-dot-magenta (1431, 2371, 1441, 2382)
guide-line-2: ಹೆಚ್ಚಿನ ವಿವರಗಳಿಗಾಗಿ ಸಂಪರ್ಕಿಸಿ (615, 2123, 720, 2135)
dharmasthala-col-2: ಸಂಪೂರ್ಣಗೊಂಡಿದೆ. ಹಾಗಾಗಿ ಸದ್ಯದಲ್ಲೇ ನ್ಯಾಯಾಲಯಕ್ಕೆ ಹಾಗೂ ಸರ್ಕಾರಕ್ಕೆ ವರದಿ ನೀಡುವುದಾಗಿ ಪ್ರಣಬ್ ಮೊಹಂತಿ ಗೃಹ ಸಚಿವರಿಗೆ ಹೇಳಿದ್ದಾರೆ ಎಂದು ಹೇಳಲಾಗಿದೆ. (220, 899, 385, 990)
bda-col-2: ನೀಡಿದರು. ಈ ಕಾರ್ಯಾಚರಣೆಯಲ್ಲಿ ಬೆಂಗಳೂರು ಅಭಿವೃದ್ಧಿ ಪ್ರಾಧಿಕಾರದ ಕಾರ್ಯನಿರತ ಪಡೆಯ ಅಧಿಕ್ಷಕರು, ಪಶ್ಚಿಮ ವಿಭಾಗದ ಕಾರ್ಯಪಾಲಕ ಅಭಿಯಂತರರು, (220, 236, 385, 307)
footer-imprint: Edited, Printed and Published by B.T. Amuthan, M.A. for M/s Karnataka News Publications (P) Limited at M/s Elegant Offset Printers Pvt. Ltd., M.T. Sagar Industrial Estate, Near Tatwadarsh Hospital, HUBBALLI-580 030. RNI No. 50370/89 (76, 2357, 1443, 2368)
taliban-col-2: ವರ್ಷದ ಪೀಟರ್ ರೆನಾಲ್ಡ್ಸ್ ಮತ್ತು ಅವರ ಪತ್ನಿ ಬಾರ್ಬಿ (76) ಫೆಬ್ರವರಿ 1 ರಂದು ಮನೆಗೆ ಹೋಗುತ್ತಿದ್ದಾಗ ಅವರನ್ನು ಬಂಧಿಸಲಾಗಿತ್ತು. ಕಳೆದ 8 ತಿಂಗಳಿನಿಂದ ಅವರ ಬಿಡುಗಡೆಗಾಗಿ ನಿರಂತರ ಮಾತುಕತೆ ನಡೆಸಲಾಗುತ್ತಿತ್ತು. ಕತಾರ್ ಮಧ್ಯಸ್ಥಿಕೆಯ ಮೂಲಕ ದಂಪತಿಯನ್ನು ಬಿಡುಗಡೆ ಮಾಡಲಾಗಿದೆ. (220, 1539, 385, 1687)
police-headline-2: ಮಂದಿ ಮನೆ ಮೇಲೆ ಪೊಲೀಸ್ ದಾಳಿ (128, 1773, 481, 1809)
registration-dot-yellow (73, 2371, 84, 2382)
meeting-photo (44, 1045, 565, 1354)
ad-contact: ಹುಬ್ಬಳ್ಳಿ | ಜಾಹೀರಾತಿಗಾಗಿ ಸಂಪರ್ಕಿಸಿ - 94498 71840 (1189, 113, 1456, 128)
google-play-small: GET IT ON (648, 1932, 698, 1943)
award-portrait-art (767, 1578, 833, 1666)
registration-dot-black (1460, 2371, 1470, 2382)
registration-dot-black (88, 2371, 98, 2382)
jtt-col-2: ಅಭಿವೃದ್ಧಿಗೊಳಿಸಲು ಮೊಬೈಲ್ ಉದ್ಯಮ ಪರಿಣಿತರಿಂದ ತರಬೇತಿ ನೀಡಲಾಗುವುದು. ತರಬೇತಿಗಳು ಅಕ್ಟೋಬರ್ 01 ರಿಂದ ಪ್ರಾರಂಭವಾಗಲಿವೆ. ಜಿಟಿಟಿಸಿ ಹುಬ್ಬಳ್ಳಿ ಕೇಂದ್ರದಲ್ಲಿ ಉಚಿತ ವಸತಿ ಹಾಗೂ ಊಟದ ವ್ಯವಸ್ಥೆ ಕಲ್ಪಿಸಲಾಗುವುದು. ಪೂರ್ಣಗೊಳಿಸಿದ ಅಭ್ಯರ್ಥಿಗಳಿಗೆ ಪ್ರಮಾಣ ಪತ್ರ ನೀಡಲಾಗುವುದು. ದಿನಾಂಕ 30.09.2025 ರೊಳಗಾಗಿ ಮುದ್ರಾ ಜಿಟಿಟಿಸಿ ಹುಬ್ಬಳ್ಳಿ ಕೇಂದ್ರಕ್ಕೆ ಭೇಟಿ ನೀಡಿ ಪ್ರವೇಶ ಪಡೆಯಲು ಕೋರಲಾಗಿದೆ. ಹೆಚ್ಚಿನ ಮಾಹಿತಿಗಾಗಿ ಪ್ರಾಂಶುಪಾಲರು, ಜಿಟಿಟಿಸಿ, ಗೋಕುಲ ರಸ್ತೆ, ಹುಬ್ಬಳ್ಳಿ ದೂರವಾಣಿ: 0836-2333159/ 8183860552 ಸಂಪರ್ಕಿಸಬಹುದು. (759, 1006, 924, 1288)
registration-dot-cyan (44, 2371, 54, 2382)
page-header (44, 110, 1540, 156)
bda-col-1: ದಾಖಲಪ್ರದೇಶವನ್ನು ಪ್ರಾಧಿಕಾರವು ವಶಪಡಿಸಿಕೊಂಡಿತು. ನಾಗರಿಕರೆಲ್ಲರೂ ನಿವೇಶನಗಳಲ್ಲಿಕಟ್ಟಡ ನಿರ್ಮಾಣಗಳನ್ನು ಕಟ್ಟುಕೊಳ್ಳುವ ಮುನ್ನ ಬಿಡಿಎ ಅಧಿಕಾರಿಗಳು ಮಾಹಿತಿ (44, 236, 209, 326)
bomb-headline: ದೆಹಲಿಯ ಹಲವು ಶಾಲೆಗಳಿಗೆ ಬಾಂಬ್ ಬೆದರಿಕೆ (109, 348, 500, 378)
school-group-photo (948, 1043, 1473, 1417)
guide-line-3: ಮ್ಯಾನೇಜರ್ ಜಾಹೀರಾತು ವಿಭಾಗ (613, 2139, 722, 2151)
guide-line-1: ಸಂಜೆವಾಣಿ ವ್ಯಾಪಾರಿ ಮಾರ್ಗದರ್ಶಿ (585, 2101, 751, 2117)
app-store-small: Download on the (796, 1932, 881, 1943)
bda-headline: ಬಿಡಿಎ ಕಾರ್ಯಚರಣೆ (216, 191, 393, 221)
registration-dot-magenta (59, 2371, 69, 2382)
parents-col-3: ಇಂಜಿನಿಯರ್ ಪದವೀಧರರು ಸಿಬ್ಬಂದಿ ವರ್ಗದವರನ್ನು ಸನ್ಮಾನಿಸಿದರು. ಸ್ಥಳೀಯ ಮುಖಂಡರು ಮತ್ತು ಪಾಲಕರು ಉಪಸ್ಥಿತರಿದ್ದರು. ಶಿಕ್ಷಕರಾದ ಬಸವರಾಜ ಸ್ವಾಗತಿಸಿದರು. ಶಿಕ್ಷಕಿ ನಿರೂಪಿಸಿ ವಂದಿಸಿದರು. ಗ್ರಾಮದ ಗುರು ಹಿರಿಯರು, ಮುಖಂಡರು ಕಾರ್ಯಕ್ರಮದಲ್ಲಿ ಇದ್ದರು. (1310, 1427, 1475, 1556)
continued-tag: (ಒಂದನೇ ಪುಟದಿಂದ) (176, 161, 418, 183)
jtt-col-1: ಗದಗ,ಸೆ.20: ತಾಂತ್ರಿಕ ಕೌಶಲ್ಯ ತರಬೇತಿಗಳಿಗೆ ಹೆಸರಾದ ಹುಬ್ಬಳ್ಳಿಯ ಜಿಟಿಟಿಸಿ ಮಲ್ಟಿ ಸ್ಕಿಲ್ ಡೆವಲಪ್‌ಮೆಂಟ್ ಸೆಂಟರ್‌ನಲ್ಲಿ ಬೆಂಗಳೂರಿನ ಬಾಷ್ ಇಂಡಿಯಾ ಪ್ರತಿಷ್ಠಾನದ ಸಹಯೋಗದಲ್ಲಿ 3 ತಿಂಗಳ ಕಾರ್ ಸರ್ವೀಸ್ ಟೆಕ್ನಿಶಿಯನ್ ತರಬೇತಿಯನ್ನು ಆಯೋಜಿಸಲಾಗಿದೆ. ಹತ್ತನೇ ತರಗತಿ ಪಾಸ್, ಪಿಯುಸಿ/ಡಿಪ್ಲೊಮಾ ಯಾವುದೇ ಡಿಗ್ರಿ ಉತ್ತೀರ್ಣರಾದ ಅಭ್ಯರ್ಥಿಗಳು 18 ರಿಂದ 28 ವಯೋಮಿತಿಯ ಅಭ್ಯರ್ಥಿಗಳು ಈ ತರಬೇತಿಗೆ ಪ್ರವೇಶ ಪಡೆಯಲು ಅರ್ಹರಾಗಿರುತ್ತಾರೆ. ಅಭ್ಯರ್ಥಿಗಳಿಗೆ ವಾಹನ ವ್ಯವಸ್ಥೆ ಅಧ್ಯಯನ, ಕಾರ್ ವಾಹನದ ತಪಾಸಣೆ, ಮೆನ್ಟೆನೆನ್ಸ್ ಹಾಗೂ ಬಿಡಿಭಾಗಗಳ ಜೋಡಣೆ, ಉಪಕರಣಗಳ ಬಳಕೆ, ಸಂವಹನ, ವ್ಯಕ್ತಿತ್ವ ವಿಕಸನ ಮತ್ತು ಕಂಪ್ಯೂಟರ್ ತರಬೇತಿ ನೀಡಲಾಗುವುದು. (580, 1006, 745, 1345)
jtt-headline-2: ಟೆಕ್ನಿಶಿಯನ್ ತರಬೇತಿ (673, 961, 831, 989)
